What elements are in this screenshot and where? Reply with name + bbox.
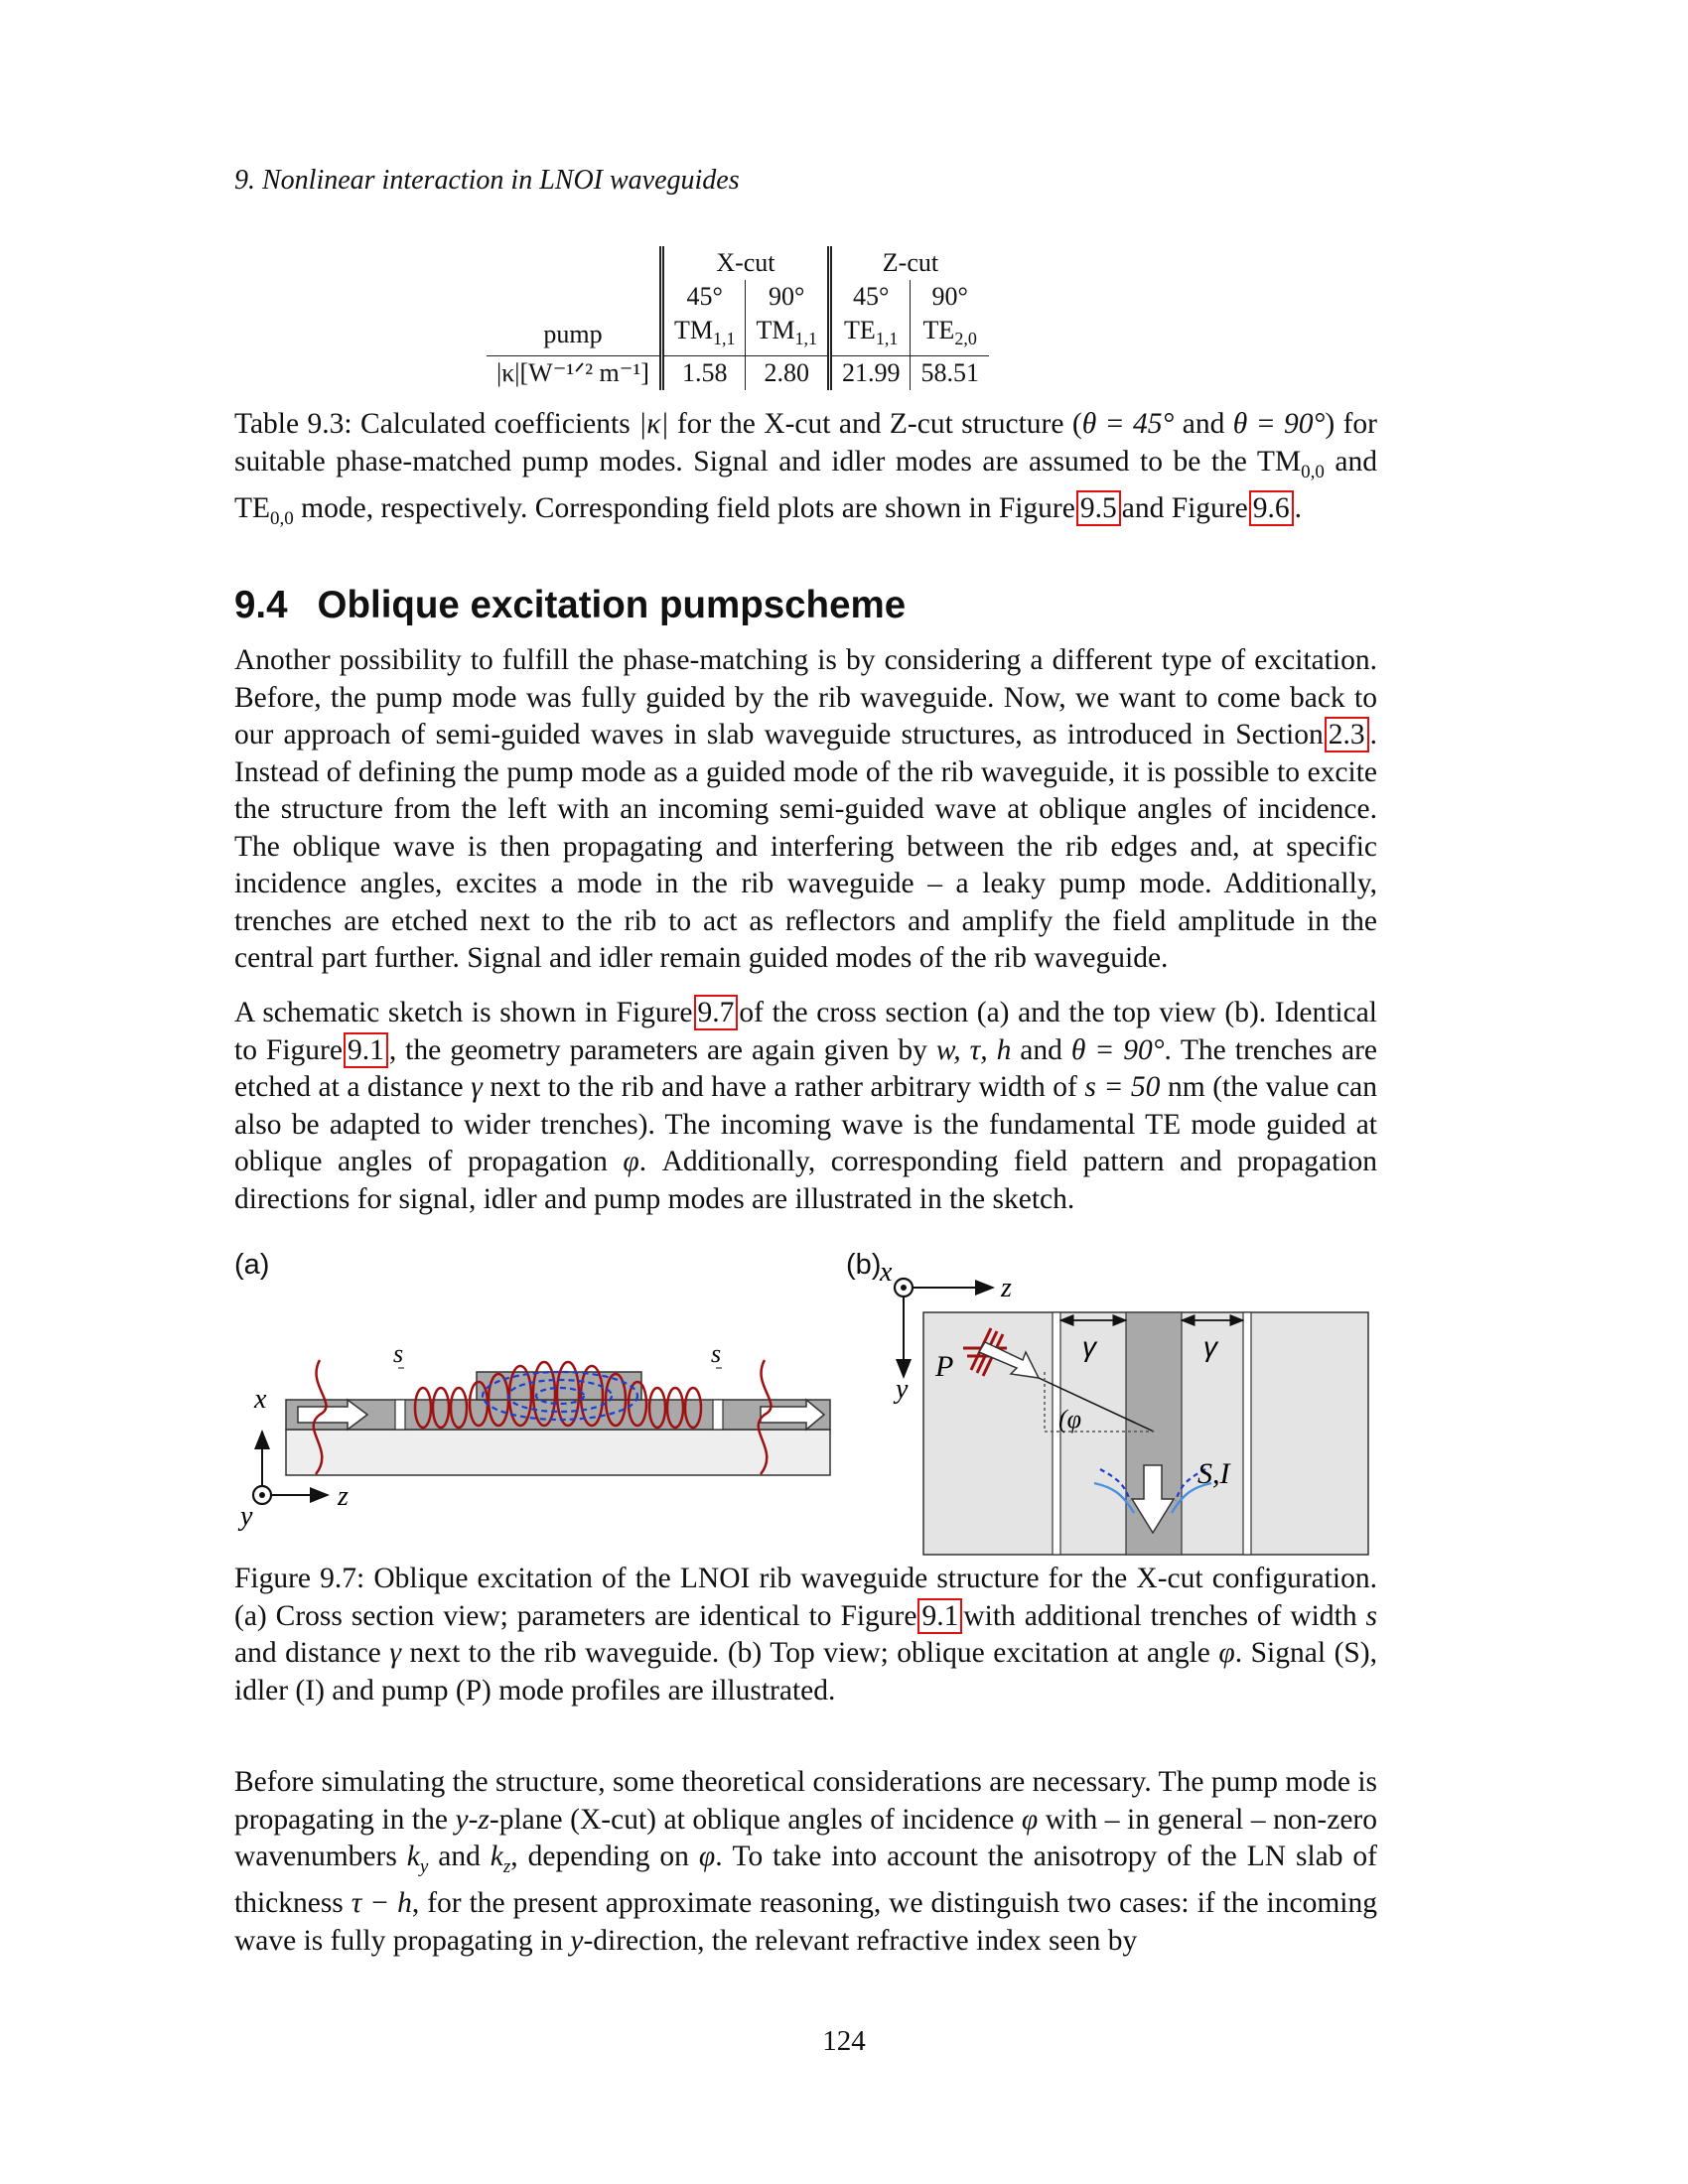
figure-caption: Figure 9.7: Oblique excitation of the LNOI rib waveguide structure for the X-cut configuration. (a) Cross section view; parameters are identical to Figure 9.1 with additional trenches of width s and distance γ next to the rib waveguide. (b) Top view; oblique excitation at angle φ. Signal (S), idler (I) and pump (P) mode profiles are illustrated. — [234, 1563, 1377, 1706]
b-label-pump: P — [935, 1350, 954, 1383]
ref-section-2-3[interactable]: 2.3 — [1325, 717, 1369, 752]
paragraph-1: Another possibility to fulfill the phase-matching is by considering a different type of excitation. Before, the pump mode was fully guided by the rib waveguide. Now, we want to come back to our approach of semi-guided waves in slab waveguide structures, as introduced in Section 2.3 . Instead of defining the pump mode as a guided mode of the rib waveguide, it is possible to excite the structure from the left with an incoming semi-guided wave at oblique angles of incidence. The oblique wave is then propagating and interfering between the rib edges and, at specific incidence angles, excites a mode in the rib waveguide – a leaky pump mode. Additionally, trenches are etched next to the rib to act as reflectors and amplify the field amplitude in the central part further. Signal and idler remain guided modes of the rib waveguide. — [234, 644, 1377, 974]
table-kappa-value: 58.51 — [911, 356, 989, 391]
label-x: x — [254, 1384, 267, 1415]
table-angle: 45° — [661, 280, 746, 314]
b-label-z: z — [1001, 1273, 1012, 1303]
table-mode: $TE_{2,0}$ — [911, 314, 989, 356]
ref-figure-9-1[interactable]: 9.1 — [344, 1032, 388, 1068]
table-mode: $TM_{1,1}$ — [746, 314, 830, 356]
panel-b-label: (b) — [846, 1249, 882, 1281]
figure-panel-a-cross-section — [228, 1291, 844, 1549]
table-angle: 45° — [829, 280, 911, 314]
table-row-label-kappa: |κ|[W⁻¹ᐟ² m⁻¹] — [487, 356, 661, 391]
figure-panel-b-top-view — [874, 1253, 1380, 1561]
ref-figure-9-6[interactable]: 9.6 — [1249, 490, 1294, 526]
table-mode: $TE_{1,1}$ — [829, 314, 911, 356]
ref-figure-9-7[interactable]: 9.7 — [694, 995, 739, 1030]
label-gamma-right: γ — [1203, 1331, 1217, 1362]
panel-a-label: (a) — [234, 1249, 270, 1281]
paragraph-3: Before simulating the structure, some theoretical considerations are necessary. The pump mode is propagating in the y-z-plane (X-cut) at oblique angles of incidence φ with – in general – non-zero wavenumbers $k_y$ and $k_z$, depending on φ. To take into account the anisotropy of the LN slab of thickness τ − h, for the present approximate reasoning, we distinguish two cases: if the incoming wave is fully propagating in y-direction, the relevant refractive index seen by — [234, 1766, 1378, 1957]
top-view-right-trench — [1243, 1312, 1251, 1555]
top-view-left-trench — [1053, 1312, 1060, 1555]
coefficients-table — [487, 246, 989, 390]
ref-figure-9-5[interactable]: 9.5 — [1076, 490, 1121, 526]
label-y: y — [240, 1501, 253, 1532]
table-row-label-pump: pump — [543, 320, 603, 349]
table-group-zcut: Z-cut — [829, 246, 989, 280]
table-group-xcut: X-cut — [661, 246, 829, 280]
page-number: 124 — [822, 2025, 866, 2057]
b-label-x: x — [880, 1257, 893, 1288]
table-kappa-value: 2.80 — [746, 356, 830, 391]
right-trench — [713, 1400, 723, 1430]
label-s-right: s — [711, 1339, 722, 1368]
table-kappa-value: 21.99 — [829, 356, 911, 391]
label-phi: (φ — [1058, 1405, 1082, 1433]
table-angle: 90° — [911, 280, 989, 314]
label-s-left: s — [393, 1339, 404, 1368]
label-gamma-left: γ — [1082, 1331, 1096, 1362]
label-signal-idler: S,I — [1197, 1457, 1230, 1490]
substrate-layer — [286, 1430, 830, 1475]
left-trench — [395, 1400, 405, 1430]
b-label-y: y — [896, 1374, 909, 1405]
label-z: z — [338, 1481, 349, 1512]
table-caption: Table 9.3: Calculated coefficients |κ| for the X-cut and Z-cut structure (θ = 45° and θ = 90°) for suitable phase-matched pump modes. Signal and idler modes are assumed to be the $TM_{0,0}$ and $TE_{0,0}$ mode, respectively. Corresponding field plots are shown in Figure 9.5 and Figure 9.6 . — [234, 408, 1378, 529]
table-kappa-value: 1.58 — [661, 356, 746, 391]
table-mode: $TM_{1,1}$ — [661, 314, 746, 356]
running-header: 9. Nonlinear interaction in LNOI waveguides — [234, 165, 740, 196]
ref-figure-9-1-caption[interactable]: 9.1 — [917, 1598, 962, 1634]
paragraph-2: A schematic sketch is shown in Figure 9.7 of the cross section (a) and the top view (b). Identical to Figure 9.1 , the geometry parameters are again given by w, τ, h and θ = 90°. The trenches are etched at a distance γ next to the rib and have a rather arbitrary width of s = 50 nm (the value can also be adapted to wider trenches). The incoming wave is the fundamental TE mode guided at oblique angles of propagation φ. Additionally, corresponding field pattern and propagation directions for signal, idler and pump modes are illustrated in the sketch. — [234, 997, 1378, 1215]
section-heading: 9.4 Oblique excitation pumpscheme — [234, 584, 907, 626]
table-angle: 90° — [746, 280, 830, 314]
